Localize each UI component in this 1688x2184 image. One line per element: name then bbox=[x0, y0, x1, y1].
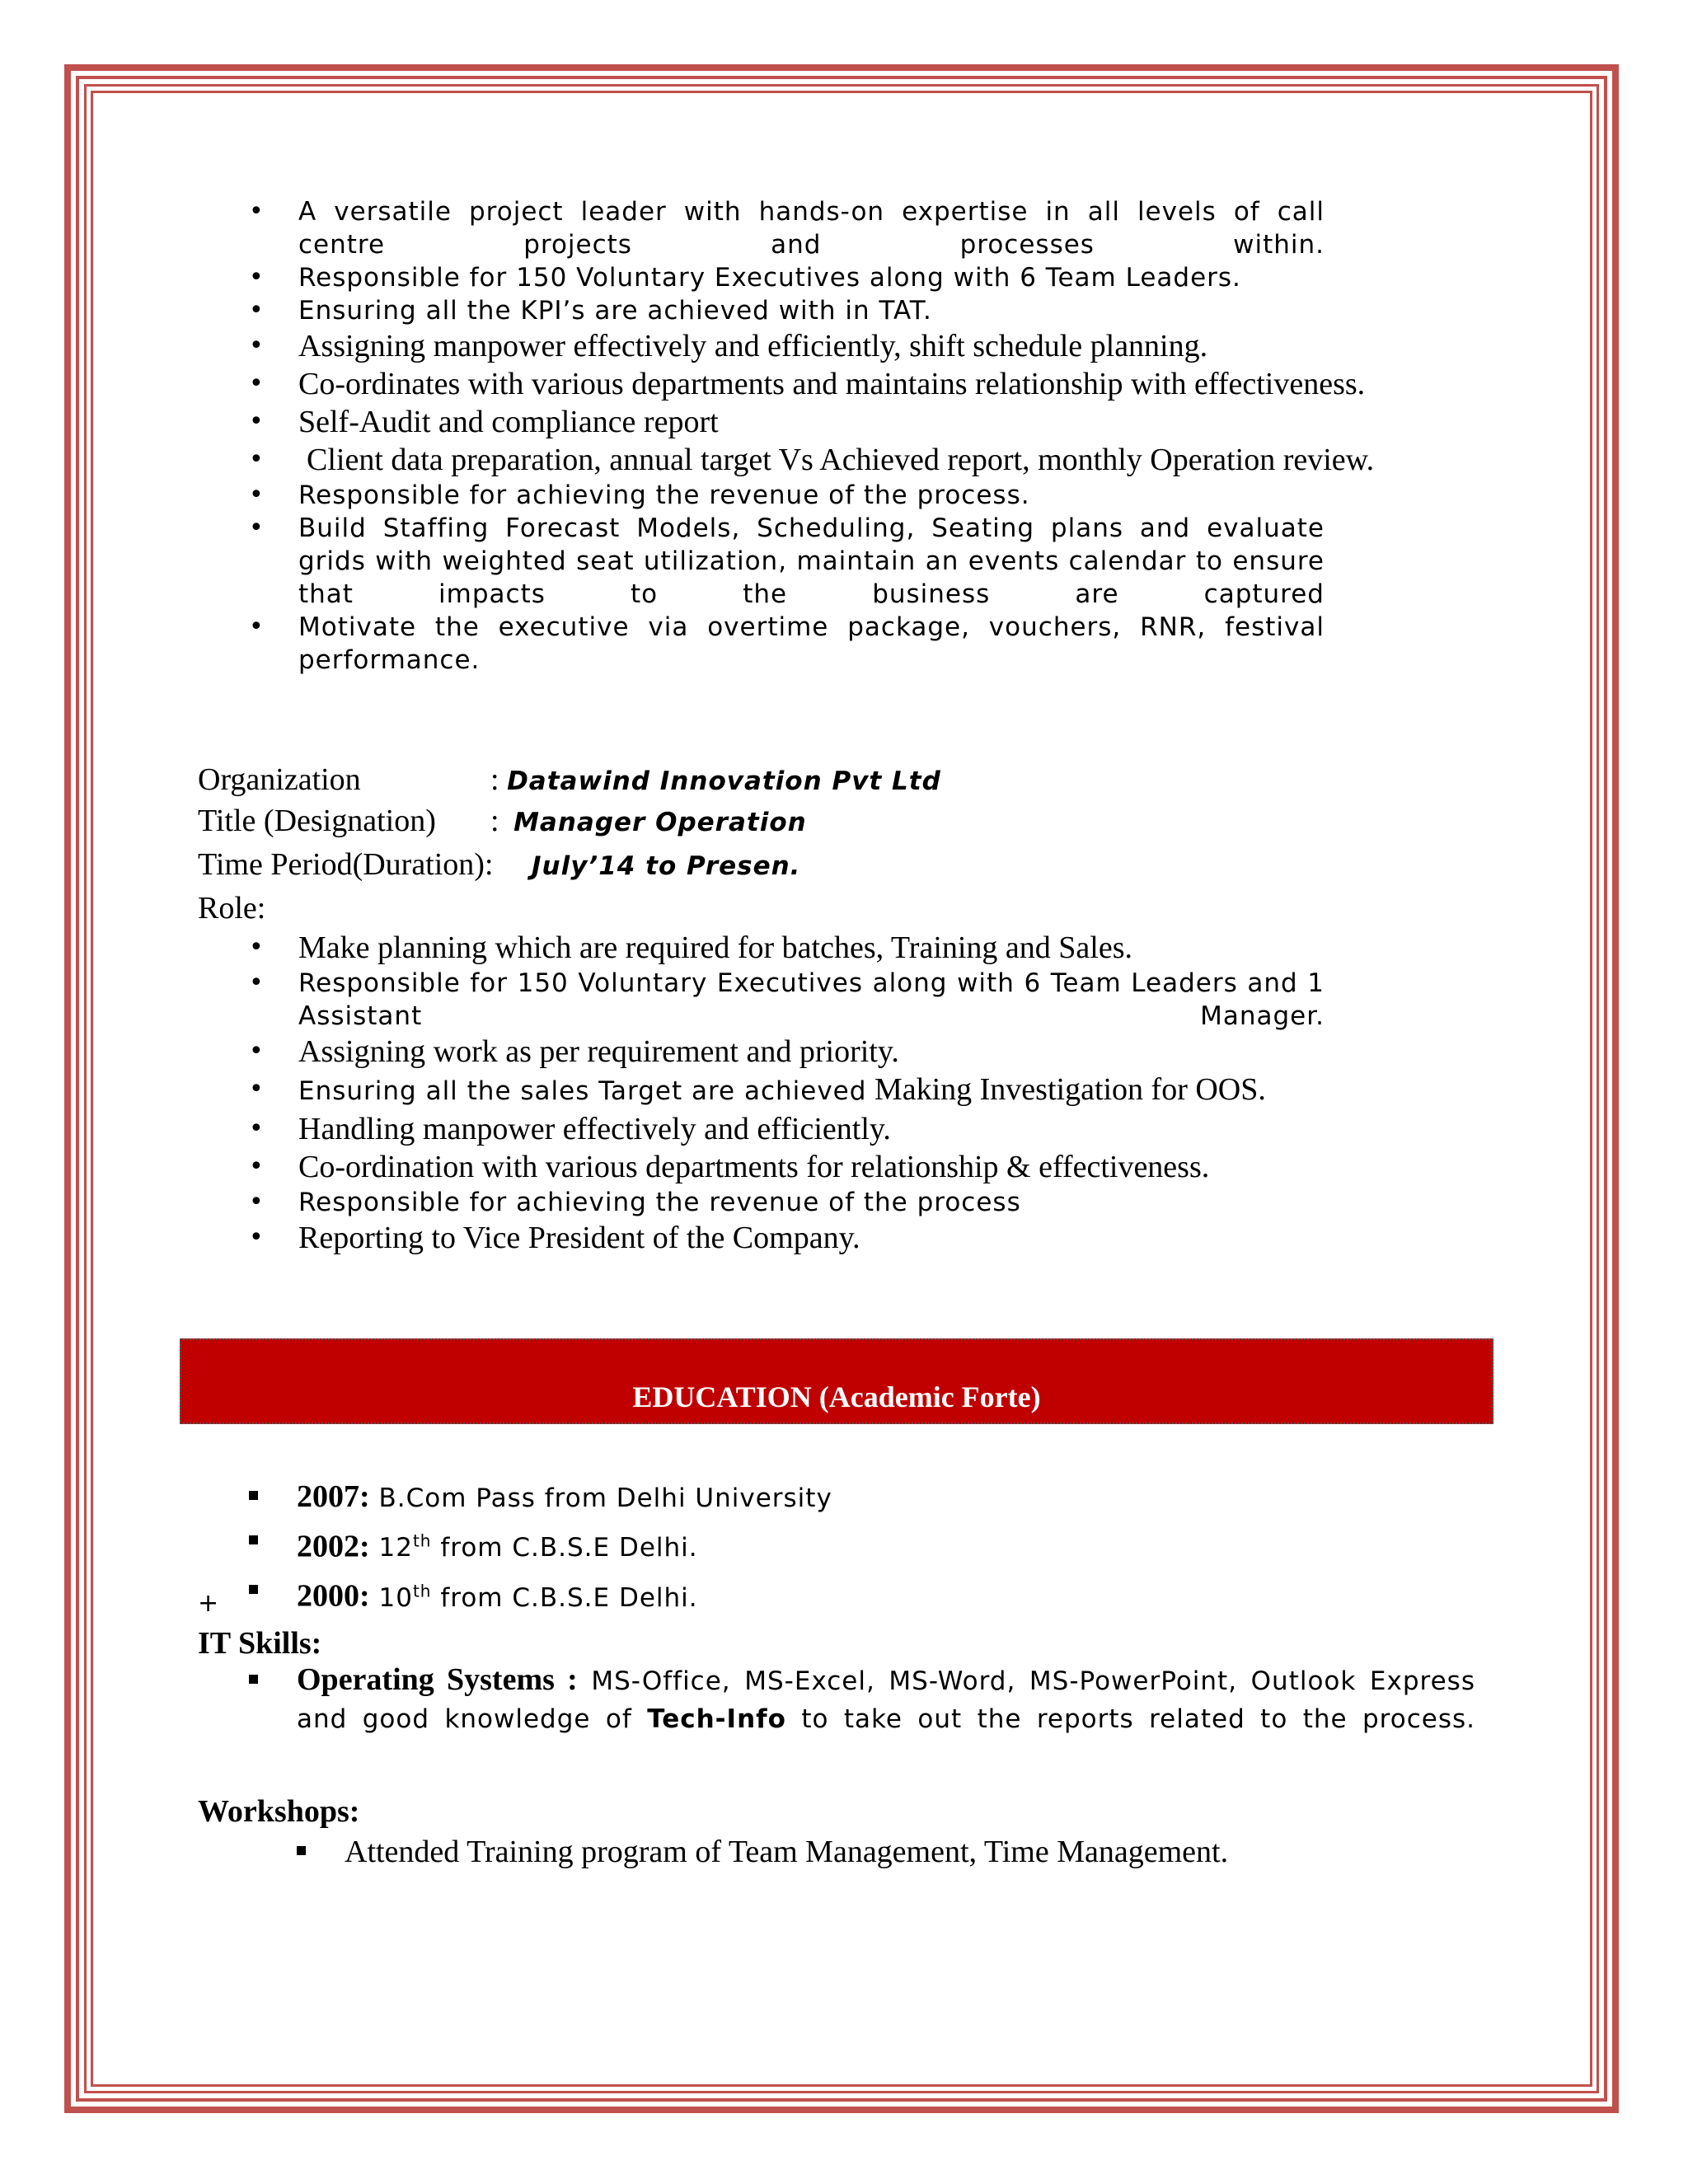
summary-item: • Responsible for achieving the revenue of the process. bbox=[249, 479, 1325, 512]
summary-item: • Assigning manpower effectively and efficiently, shift schedule planning. bbox=[249, 327, 1325, 365]
workshops-list bbox=[297, 1833, 1451, 1871]
role-item: • Co-ordination with various departments for relationship & effectiveness. bbox=[249, 1148, 1325, 1186]
education-text: B.Com Pass from Delhi University bbox=[369, 1483, 832, 1513]
role-item: • Responsible for achieving the revenue of the process bbox=[249, 1186, 1325, 1219]
square-bullet-icon bbox=[297, 1846, 306, 1855]
period-label: Time Period(Duration): bbox=[198, 847, 494, 882]
title-value: Manager Operation bbox=[513, 808, 807, 837]
square-bullet-icon bbox=[249, 1535, 258, 1544]
period-row bbox=[198, 846, 800, 883]
square-bullet-icon bbox=[249, 1675, 258, 1684]
role-item bbox=[249, 1071, 1452, 1110]
summary-list bbox=[249, 195, 1375, 677]
summary-item: • Responsible for 150 Voluntary Executives along with 6 Team Leaders. bbox=[249, 261, 1325, 294]
role-item: • Make planning which are required for batches, Training and Sales. bbox=[249, 929, 1325, 967]
role-item-part: Making Investigation for OOS. bbox=[866, 1072, 1266, 1107]
role-list bbox=[249, 929, 1325, 1257]
education-text: 10th from C.B.S.E Delhi. bbox=[369, 1581, 698, 1613]
education-item bbox=[249, 1572, 1403, 1621]
education-heading: EDUCATION (Academic Forte) bbox=[632, 1380, 1041, 1413]
education-text: 12th from C.B.S.E Delhi. bbox=[369, 1531, 698, 1563]
role-label: Role: bbox=[198, 891, 266, 926]
square-bullet-icon bbox=[249, 1585, 258, 1594]
summary-item: • Ensuring all the KPI’s are achieved with in TAT. bbox=[249, 294, 1325, 327]
education-year: 2007: bbox=[297, 1479, 370, 1514]
education-banner bbox=[180, 1338, 1493, 1424]
it-skills-list bbox=[249, 1663, 1475, 1741]
education-year: 2000: bbox=[297, 1578, 370, 1614]
workshops-item bbox=[297, 1833, 1451, 1871]
square-bullet-icon bbox=[249, 1491, 258, 1500]
role-item: • Handling manpower effectively and efficiently. bbox=[249, 1110, 1325, 1148]
it-skills-item bbox=[249, 1663, 1475, 1741]
period-value: July’14 to Presen. bbox=[532, 851, 801, 881]
summary-item: • Self-Audit and compliance report bbox=[249, 403, 1325, 441]
it-skills-bold: Tech-Info bbox=[647, 1704, 786, 1734]
it-skills-heading: IT Skills: bbox=[198, 1626, 322, 1661]
organization-value: Datawind Innovation Pvt Ltd bbox=[507, 766, 941, 796]
education-year: 2002: bbox=[297, 1529, 370, 1564]
organization-sep: : bbox=[490, 762, 499, 797]
title-sep: : bbox=[490, 804, 499, 838]
organization-label: Organization bbox=[198, 762, 361, 797]
plus-mark: + bbox=[198, 1589, 219, 1618]
title-label: Title (Designation) bbox=[198, 804, 436, 838]
role-item: • Responsible for 150 Voluntary Executives along with 6 Team Leaders and 1 Assistant Manager. bbox=[249, 967, 1325, 1033]
education-list bbox=[249, 1478, 1403, 1622]
it-skills-text: MS-Office, MS-Excel, MS-Word, MS-PowerPoint, Outlook Express and good knowledge of bbox=[297, 1666, 1475, 1734]
it-skills-text: to take out the reports related to the process. bbox=[785, 1704, 1475, 1734]
title-row bbox=[198, 803, 807, 839]
workshops-text: Attended Training program of Team Management, Time Management. bbox=[345, 1835, 1229, 1869]
summary-item: • Build Staffing Forecast Models, Scheduling, Seating plans and evaluate grids with weighted seat utilization, maintain an events calendar to ensure that impacts to the business are captured bbox=[249, 512, 1325, 611]
summary-item: • Co-ordinates with various departments and maintains relationship with effectiveness. bbox=[249, 365, 1576, 403]
role-item-part: Ensuring all the sales Target are achieved bbox=[298, 1076, 867, 1106]
role-item: • Assigning work as per requirement and priority. bbox=[249, 1033, 1325, 1071]
summary-item: • A versatile project leader with hands-on expertise in all levels of call centre projects and processes within. bbox=[249, 195, 1325, 261]
education-item bbox=[249, 1478, 1403, 1522]
education-item bbox=[249, 1522, 1403, 1572]
workshops-heading: Workshops: bbox=[198, 1794, 360, 1829]
summary-item: • Client data preparation, annual target Vs Achieved report, monthly Operation review. bbox=[249, 441, 1592, 479]
it-skills-label: Operating Systems : bbox=[297, 1662, 578, 1697]
organization-row bbox=[198, 762, 941, 798]
summary-item: • Motivate the executive via overtime package, vouchers, RNR, festival performance. bbox=[249, 611, 1325, 677]
role-item: • Reporting to Vice President of the Company. bbox=[249, 1219, 1325, 1257]
